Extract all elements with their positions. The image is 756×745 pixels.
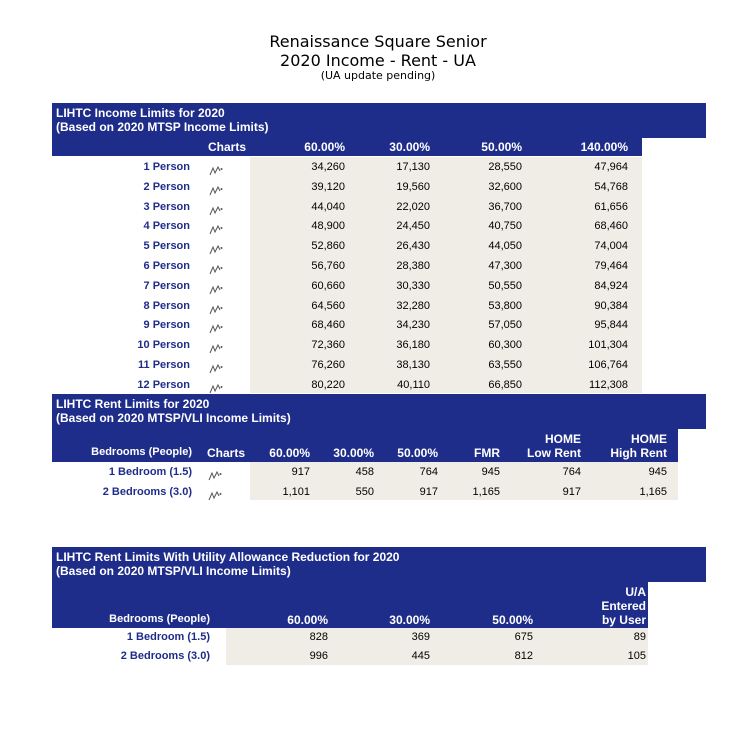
income-column-band xyxy=(52,138,642,156)
income-row-label: 5 Person xyxy=(143,240,190,253)
income-cell: 60,300 xyxy=(488,339,522,352)
rent-cell: 917 xyxy=(291,466,310,478)
rent-col-home-high-2: High Rent xyxy=(610,446,667,460)
income-row-label: 6 Person xyxy=(143,260,190,272)
line-chart-icon[interactable] xyxy=(209,361,223,371)
income-cell: 66,850 xyxy=(488,378,522,391)
rent-heading: LIHTC Rent Limits for 2020 xyxy=(56,397,210,411)
ua-cell: 369 xyxy=(411,631,430,643)
income-cell: 50,550 xyxy=(488,279,522,292)
income-row-label: 12 Person xyxy=(137,378,190,391)
line-chart-icon[interactable] xyxy=(209,183,223,193)
income-row-label: 2 Person xyxy=(143,180,190,193)
line-chart-icon[interactable] xyxy=(209,381,223,391)
income-cell: 68,460 xyxy=(311,319,345,332)
line-chart-icon[interactable] xyxy=(208,468,222,478)
income-cell: 54,768 xyxy=(594,180,628,193)
income-cell: 19,560 xyxy=(396,180,430,193)
income-col-140: 140.00% xyxy=(580,140,628,154)
ua-cell: 105 xyxy=(627,650,646,662)
income-charts-header: Charts xyxy=(208,140,247,154)
income-cell: 79,464 xyxy=(594,260,628,272)
ua-row-label: 2 Bedrooms (3.0) xyxy=(120,650,210,662)
ua-col-50: 50.00% xyxy=(492,613,533,627)
income-cell: 80,220 xyxy=(311,378,345,391)
document-note: (UA update pending) xyxy=(320,69,436,82)
income-cell: 72,360 xyxy=(311,339,345,352)
income-cell: 90,384 xyxy=(594,299,628,312)
ua-cell: 996 xyxy=(309,650,328,662)
line-chart-icon[interactable] xyxy=(209,242,223,252)
income-row-label: 1 Person xyxy=(143,161,190,173)
ua-header-band xyxy=(52,547,706,582)
income-col-30: 30.00% xyxy=(389,140,430,154)
income-cell: 68,460 xyxy=(594,220,628,233)
rent-cell: 917 xyxy=(419,486,438,498)
income-row-label: 10 Person xyxy=(137,339,190,352)
income-cell: 44,050 xyxy=(488,240,522,253)
income-cell: 32,280 xyxy=(396,299,430,312)
income-cell: 44,040 xyxy=(311,200,345,213)
income-cell: 56,760 xyxy=(311,260,345,272)
income-row-label: 3 Person xyxy=(143,200,190,213)
income-cell: 24,450 xyxy=(396,220,430,233)
income-cell: 34,260 xyxy=(311,161,345,173)
income-cell: 106,764 xyxy=(588,359,628,371)
rent-subheading: (Based on 2020 MTSP/VLI Income Limits) xyxy=(56,411,291,425)
income-cell: 36,180 xyxy=(396,339,430,352)
income-cell: 40,750 xyxy=(488,220,522,233)
rent-row-label: 1 Bedroom (1.5) xyxy=(108,466,192,478)
income-cell: 84,924 xyxy=(594,279,628,292)
rent-cell: 917 xyxy=(562,486,581,498)
rent-col-home-high-1: HOME xyxy=(631,432,667,446)
rent-col-50: 50.00% xyxy=(397,446,438,460)
ua-col-entered-2: Entered xyxy=(601,599,646,613)
rent-col-fmr: FMR xyxy=(474,446,500,460)
line-chart-icon[interactable] xyxy=(209,203,223,213)
income-cell: 40,110 xyxy=(397,378,430,391)
income-row-label: 11 Person xyxy=(138,359,190,371)
income-heading: LIHTC Income Limits for 2020 xyxy=(56,106,225,120)
line-chart-icon[interactable] xyxy=(209,321,223,331)
rent-cell: 945 xyxy=(648,466,667,478)
ua-subheading: (Based on 2020 MTSP/VLI Income Limits) xyxy=(56,564,291,578)
income-cell: 76,260 xyxy=(311,359,345,371)
ua-cell: 828 xyxy=(309,631,328,643)
line-chart-icon[interactable] xyxy=(209,163,223,173)
income-cell: 26,430 xyxy=(396,240,430,253)
ua-cell: 89 xyxy=(633,631,646,643)
ua-heading: LIHTC Rent Limits With Utility Allowance Reduction for 2020 xyxy=(56,550,400,564)
income-cell: 39,120 xyxy=(311,180,345,193)
ua-col-entered-1: U/A xyxy=(625,585,646,599)
rent-cell: 945 xyxy=(481,466,500,478)
rent-row-label: 2 Bedrooms (3.0) xyxy=(102,486,192,498)
document-title: Renaissance Square Senior xyxy=(269,32,487,51)
income-cell: 22,020 xyxy=(396,200,430,213)
income-cell: 95,844 xyxy=(594,319,628,332)
income-col-60: 60.00% xyxy=(304,140,345,154)
income-cell: 101,304 xyxy=(588,339,628,352)
income-cell: 112,308 xyxy=(589,378,628,391)
income-cell: 47,964 xyxy=(594,161,628,173)
line-chart-icon[interactable] xyxy=(208,488,222,498)
income-cell: 63,550 xyxy=(488,359,522,371)
income-cell: 48,900 xyxy=(311,220,345,233)
income-row-label: 8 Person xyxy=(143,299,190,312)
line-chart-icon[interactable] xyxy=(209,262,223,272)
ua-row-label: 1 Bedroom (1.5) xyxy=(126,631,210,643)
ua-cell: 445 xyxy=(411,650,430,662)
income-cell: 28,550 xyxy=(488,161,522,173)
line-chart-icon[interactable] xyxy=(209,222,223,232)
rent-cell: 1,165 xyxy=(472,486,500,498)
document-subtitle: 2020 Income - Rent - UA xyxy=(280,51,476,70)
income-row-label: 7 Person xyxy=(143,279,190,292)
income-cell: 52,860 xyxy=(311,240,345,253)
rent-bedrooms-header: Bedrooms (People) xyxy=(91,446,192,458)
income-cell: 17,130 xyxy=(396,161,430,173)
ua-cell: 675 xyxy=(514,631,533,643)
income-cell: 34,230 xyxy=(396,319,430,332)
income-cell: 74,004 xyxy=(594,240,628,253)
income-cell: 60,660 xyxy=(311,279,345,292)
ua-col-entered-3: by User xyxy=(601,613,646,627)
rent-cell: 764 xyxy=(562,466,581,478)
income-cell: 32,600 xyxy=(488,180,522,193)
income-cell: 28,380 xyxy=(396,260,430,272)
rent-cell: 1,165 xyxy=(639,486,667,498)
income-cell: 53,800 xyxy=(488,299,522,312)
income-cell: 61,656 xyxy=(594,200,628,213)
income-row-label: 9 Person xyxy=(143,319,190,332)
income-cell: 30,330 xyxy=(396,279,430,292)
income-cell: 47,300 xyxy=(488,260,522,272)
rent-col-60: 60.00% xyxy=(269,446,310,460)
income-col-50: 50.00% xyxy=(481,140,522,154)
income-cell: 38,130 xyxy=(396,359,430,371)
rent-col-30: 30.00% xyxy=(333,446,374,460)
ua-col-30: 30.00% xyxy=(389,613,430,627)
rent-cell: 764 xyxy=(419,466,438,478)
ua-bedrooms-header: Bedrooms (People) xyxy=(109,613,210,625)
income-cell: 36,700 xyxy=(488,200,522,213)
rent-charts-header: Charts xyxy=(207,446,246,460)
ua-cell: 812 xyxy=(514,650,533,662)
rent-col-home-low-2: Low Rent xyxy=(527,446,581,460)
line-chart-icon[interactable] xyxy=(209,282,223,292)
income-cell: 64,560 xyxy=(311,299,345,312)
line-chart-icon[interactable] xyxy=(209,302,223,312)
rent-header-band xyxy=(52,394,706,429)
income-cell: 57,050 xyxy=(488,319,522,332)
income-subheading: (Based on 2020 MTSP Income Limits) xyxy=(56,120,269,134)
line-chart-icon[interactable] xyxy=(209,341,223,351)
rent-col-home-low-1: HOME xyxy=(545,432,581,446)
income-header-band xyxy=(52,103,706,138)
ua-col-60: 60.00% xyxy=(287,613,328,627)
rent-cell: 1,101 xyxy=(282,486,310,498)
rent-cell: 458 xyxy=(355,466,374,478)
income-row-label: 4 Person xyxy=(143,220,190,233)
rent-cell: 550 xyxy=(355,486,374,498)
